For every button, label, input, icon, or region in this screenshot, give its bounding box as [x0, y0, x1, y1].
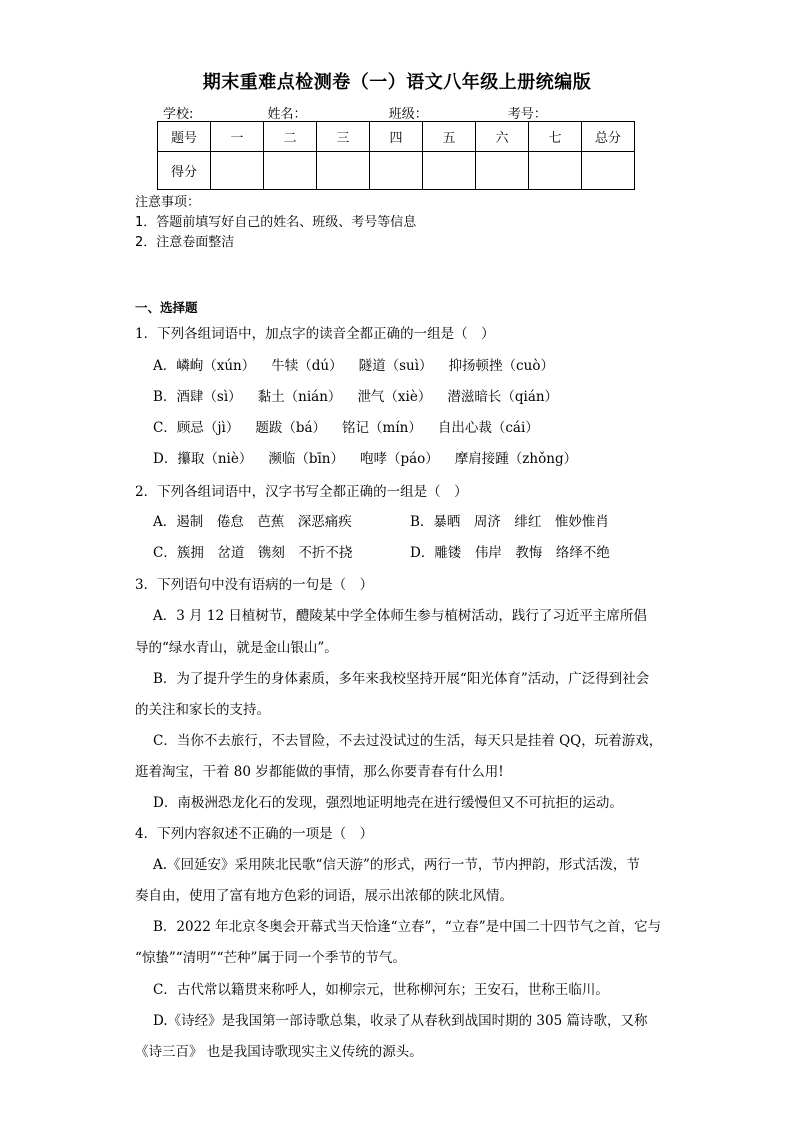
score-header-cell: 总分 — [582, 122, 635, 152]
name-blank[interactable] — [307, 107, 385, 122]
score-header-cell: 五 — [423, 122, 476, 152]
class-blank[interactable] — [428, 107, 504, 122]
question-4-option-c: C．古代常以籍贯来称呼人，如柳宗元，世称柳河东；王安石，世称王临川。 — [153, 982, 609, 998]
score-cell[interactable] — [211, 152, 264, 190]
option-term: 潜滋暗长（qián） — [447, 389, 559, 405]
question-4-stem: 4．下列内容叙述不正确的一项是（ ） — [135, 826, 374, 842]
score-cell[interactable] — [317, 152, 370, 190]
score-header-cell: 二 — [264, 122, 317, 152]
option-term: A．嶙峋（xún） — [153, 358, 256, 374]
score-table-score-row — [158, 152, 635, 190]
option-term: 自出心裁（cái） — [437, 420, 539, 436]
class-label: 班级： — [388, 107, 428, 122]
score-table — [157, 121, 635, 190]
score-header-cell: 题号 — [158, 122, 211, 152]
question-3-option-b-cont: 的关注和家长的支持。 — [135, 702, 270, 718]
option-term: 咆哮（páo） — [359, 451, 439, 467]
score-row-label: 得分 — [158, 152, 211, 190]
option-term: B．酒肆（sì） — [153, 389, 242, 405]
question-1-option-c — [153, 416, 539, 436]
question-4-option-b-cont: “惊蛰”“清明”“芒种”属于同一个季节的节气。 — [135, 950, 406, 966]
question-1-option-a — [153, 354, 554, 374]
option-term: C．顾忌（jì） — [153, 420, 240, 436]
name-label: 姓名： — [267, 107, 307, 122]
option-term: 摩肩接踵（zhǒng） — [454, 451, 578, 467]
score-cell[interactable] — [370, 152, 423, 190]
question-4-option-d: D.《诗经》是我国第一部诗歌总集，收录了从春秋到战国时期的 305 篇诗歌，又称 — [153, 1013, 648, 1029]
score-header-cell: 三 — [317, 122, 370, 152]
question-2-option-d: D．雕镂 伟岸 教悔 络绎不绝 — [410, 545, 610, 561]
question-4-option-b: B．2022 年北京冬奥会开幕式当天恰逢“立春”，“立春”是中国二十四节气之首，它与 — [153, 919, 662, 935]
score-cell[interactable] — [423, 152, 476, 190]
question-1-option-b — [153, 385, 558, 405]
score-cell[interactable] — [264, 152, 317, 190]
score-header-cell: 四 — [370, 122, 423, 152]
option-term: 隧道（suì） — [358, 358, 433, 374]
question-1-option-d — [153, 447, 577, 467]
score-cell[interactable] — [582, 152, 635, 190]
school-label: 学校: — [163, 107, 194, 122]
exam-number-label: 考号： — [507, 107, 547, 122]
question-3-option-a-cont: 导的“绿水青山，就是金山银山”。 — [135, 640, 338, 656]
option-term: 铭记（mín） — [342, 420, 422, 436]
option-term: 牛犊（dú） — [271, 358, 343, 374]
student-info-row — [163, 103, 625, 122]
notes-heading: 注意事项： — [135, 195, 201, 210]
option-term: D．攥取（niè） — [153, 451, 253, 467]
question-4-option-a: A.《回延安》采用陕北民歌“信天游”的形式，两行一节，节内押韵，形式活泼，节 — [153, 857, 640, 873]
option-term: 黏土（nián） — [257, 389, 342, 405]
score-cell[interactable] — [476, 152, 529, 190]
question-2-option-b: B．暴晒 周济 绯红 惟妙惟肖 — [410, 514, 609, 530]
option-term: 抑扬顿挫（cuò） — [448, 358, 554, 374]
score-cell[interactable] — [529, 152, 582, 190]
school-blank[interactable] — [193, 107, 263, 122]
question-1-stem: 1．下列各组词语中，加点字的读音全都正确的一组是（ ） — [135, 326, 495, 342]
question-2-option-c: C．簇拥 岔道 镌刻 不折不挠 — [153, 545, 353, 561]
question-2-stem: 2．下列各组词语中，汉字书写全都正确的一组是（ ） — [135, 484, 468, 500]
option-term: 题跋（bá） — [255, 420, 327, 436]
option-term: 泄气（xiè） — [357, 389, 432, 405]
score-header-cell: 六 — [476, 122, 529, 152]
question-3-option-d: D．南极洲恐龙化石的发现，强烈地证明地壳在进行缓慢但又不可抗拒的运动。 — [153, 795, 623, 811]
notes-item: 2．注意卷面整洁 — [135, 235, 235, 250]
section-heading: 一、选择题 — [135, 300, 198, 315]
question-4-option-d-cont: 《诗三百》 也是我国诗歌现实主义传统的源头。 — [135, 1044, 423, 1060]
question-4-option-a-cont: 奏自由，使用了富有地方色彩的词语，展示出浓郁的陕北风情。 — [135, 888, 513, 904]
question-3-stem: 3．下列语句中没有语病的一句是（ ） — [135, 577, 374, 593]
notes-item: 1．答题前填写好自己的姓名、班级、考号等信息 — [135, 215, 417, 230]
question-2-option-a: A．遏制 倦怠 芭蕉 深恶痛疾 — [153, 514, 352, 530]
question-3-option-a: A．3 月 12 日植树节，醴陵某中学全体师生参与植树活动，践行了习近平主席所倡 — [153, 608, 647, 624]
option-term: 濒临（bīn） — [268, 451, 344, 467]
exam-number-blank[interactable] — [547, 107, 625, 122]
score-table-header-row — [158, 122, 635, 152]
question-3-option-c: C．当你不去旅行，不去冒险，不去过没试过的生活，每天只是挂着 QQ，玩着游戏， — [153, 733, 663, 749]
question-3-option-b: B．为了提升学生的身体素质，多年来我校坚持开展“阳光体育”活动，广泛得到社会 — [153, 671, 650, 687]
page-title: 期末重难点检测卷（一）语文八年级上册统编版 — [202, 72, 592, 93]
question-3-option-c-cont: 逛着淘宝，干着 80 岁都能做的事情，那么你要青春有什么用! — [135, 764, 504, 780]
notes-block — [135, 193, 416, 253]
score-header-cell: 七 — [529, 122, 582, 152]
score-header-cell: 一 — [211, 122, 264, 152]
